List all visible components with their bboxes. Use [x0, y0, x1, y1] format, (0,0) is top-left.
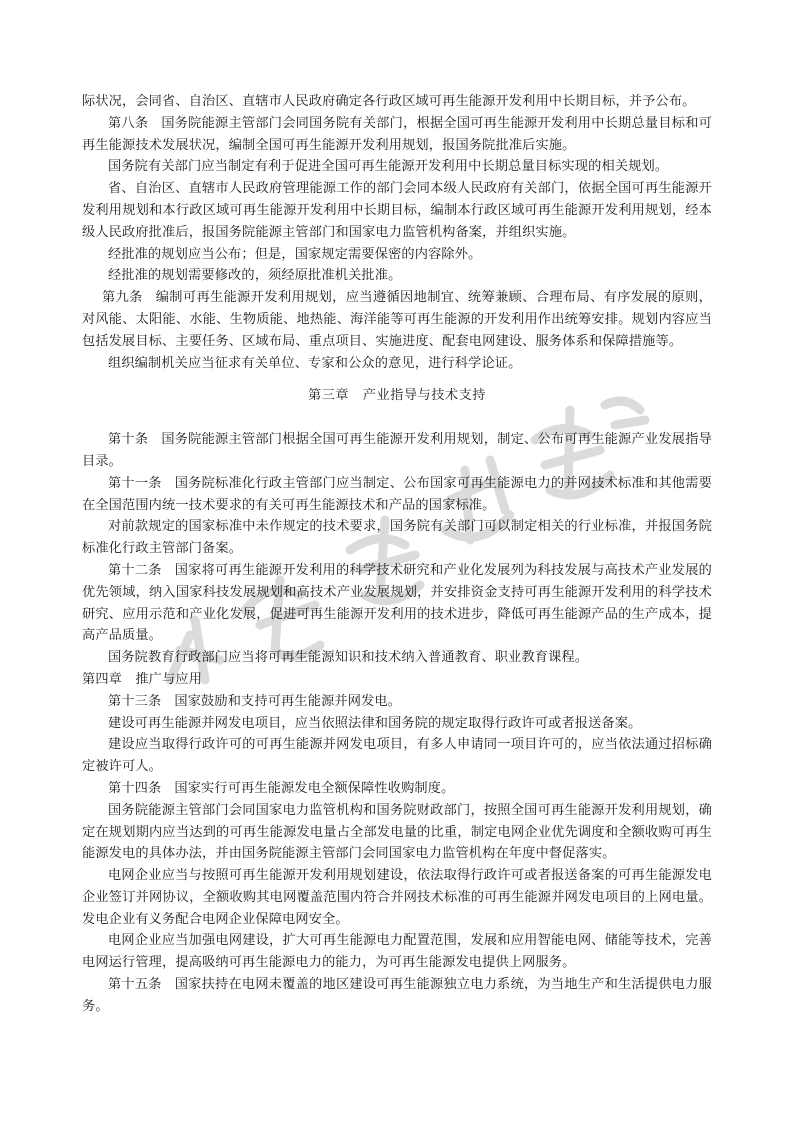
- paragraph: [82, 647, 712, 669]
- paragraph-text: 国务院能源主管部门根据全国可再生能源开发利用规划，制定、公布可再生能源产业发展指导目录。: [82, 432, 712, 469]
- paragraph: [82, 734, 712, 778]
- paragraph-text: 建设应当取得行政许可的可再生能源并网发电项目，有多人申请同一项目许可的，应当依法通过招标确定被许可人。: [82, 737, 712, 775]
- paragraph: [82, 865, 712, 930]
- paragraph-text: 省、自治区、直辖市人民政府管理能源工作的部门会同本级人民政府有关部门，依据全国可再生能源开发利用规划和本行政区域可再生能源开发利用中长期目标，编制本行政区域可再生能源开发利用规划，经本级人民政府批准后，报国务院能源主管部门和国家电力监管机构备案，并组织实施。: [82, 181, 712, 240]
- article-number: 第八条: [108, 115, 149, 131]
- paragraph-text: 国家实行可再生能源发电全额保障性收购制度。: [174, 780, 455, 796]
- paragraph-text: 经批准的规划应当公布；但是，国家规定需要保密的内容除外。: [108, 246, 482, 262]
- paragraph-text: 国家鼓励和支持可再生能源并网发电。: [174, 693, 402, 709]
- paragraph: [82, 516, 712, 560]
- paragraph-text: 国务院有关部门应当制定有利于促进全国可再生能源开发利用中长期总量目标实现的相关规划。: [108, 159, 669, 175]
- paragraph-text: 经批准的规划需要修改的，须经原批准机关批准。: [108, 268, 402, 284]
- article-paragraph: [82, 974, 712, 1018]
- article-number: 第十条: [108, 432, 149, 448]
- paragraph-text: 国务院标准化行政主管部门应当制定、公布国家可再生能源电力的并网技术标准和其他需要在全国范围内统一技术要求的有关可再生能源技术和产品的国家标准。: [82, 475, 713, 513]
- paragraph: [82, 156, 712, 178]
- article-number: 第十一条: [108, 475, 162, 491]
- article-paragraph: [82, 429, 712, 473]
- paragraph-text: 对前款规定的国家标准中未作规定的技术要求，国务院有关部门可以制定相关的行业标准，并报国务院标准化行政主管部门备案。: [82, 519, 712, 557]
- article-number: 第十二条: [108, 562, 162, 578]
- paragraph-text: 国务院能源主管部门会同国务院有关部门，根据全国可再生能源开发利用中长期总量目标和可再生能源技术发展状况，编制全国可再生能源开发利用规划，报国务院批准后实施。: [82, 115, 712, 153]
- paragraph-text: 电网企业应当与按照可再生能源开发利用规划建设，依法取得行政许可或者报送备案的可再生能源发电企业签订并网协议，全额收购其电网覆盖范围内符合并网技术标准的可再生能源并网发电项目的上网电量。发电企业有义务配合电网企业保障电网安全。: [82, 868, 712, 927]
- paragraph-text: 建设可再生能源并网发电项目，应当依照法律和国务院的规定取得行政许可或者报送备案。: [108, 715, 642, 731]
- paragraph-text: 电网企业应当加强电网建设，扩大可再生能源电力配置范围，发展和应用智能电网、储能等技术，完善电网运行管理，提高吸纳可再生能源电力的能力，为可再生能源发电提供上网服务。: [82, 933, 712, 971]
- paragraph: [82, 800, 712, 865]
- paragraph-text: 国家将可再生能源开发利用的科学技术研究和产业化发展列为科技发展与高技术产业发展的优先领域，纳入国家科技发展规划和高技术产业发展规划，并安排资金支持可再生能源开发利用的科学技术研究、应用示范和产业化发展，促进可再生能源开发利用的技术进步，降低可再生能源产品的生产成本，提高产品质量。: [82, 562, 713, 644]
- article-number: 第十三条: [108, 693, 162, 709]
- paragraph: [82, 178, 712, 243]
- article-paragraph: [82, 778, 712, 800]
- paragraph-text: 国家扶持在电网未覆盖的地区建设可再生能源独立电力系统，为当地生产和生活提供电力服务。: [82, 977, 713, 1014]
- paragraph-text: 第四章 推广与应用: [82, 671, 203, 687]
- chapter-heading: 第三章 产业指导与技术支持: [308, 388, 486, 404]
- paragraph-text: 编制可再生能源开发利用规划，应当遵循因地制宜、统筹兼顾、合理布局、有序发展的原则，对风能、太阳能、水能、生物质能、地热能、海洋能等可再生能源的开发利用作出统筹安排。规划内容应当包括发展目标、主要任务、区域布局、重点项目、实施进度、配套电网建设、服务体系和保障措施等。: [82, 290, 713, 349]
- article-number: 第十四条: [108, 780, 162, 796]
- article-number: 第九条: [102, 290, 143, 306]
- document-page: [82, 91, 712, 1018]
- paragraph: [82, 91, 712, 113]
- paragraph: [82, 669, 712, 691]
- article-paragraph: [82, 287, 712, 352]
- article-number: 第十五条: [108, 977, 162, 993]
- paragraph: [82, 244, 712, 266]
- paragraph-text: 际状况，会同省、自治区、直辖市人民政府确定各行政区域可再生能源开发利用中长期目标，并予公布。: [82, 94, 696, 109]
- paragraph: [82, 713, 712, 735]
- article-paragraph: [82, 560, 712, 647]
- paragraph: [82, 265, 712, 287]
- paragraph: [82, 353, 712, 375]
- paragraph-text: 国务院教育行政部门应当将可再生能源知识和技术纳入普通教育、职业教育课程。: [108, 650, 589, 666]
- article-paragraph: [82, 113, 712, 157]
- article-paragraph: [82, 691, 712, 713]
- paragraph: [82, 930, 712, 974]
- paragraph-text: 国务院能源主管部门会同国家电力监管机构和国务院财政部门，按照全国可再生能源开发利用规划，确定在规划期内应当达到的可再生能源发电量占全部发电量的比重，制定电网企业优先调度和全额收购可再生能源发电的具体办法，并由国务院能源主管部门会同国家电力监管机构在年度中督促落实。: [82, 802, 712, 862]
- article-paragraph: [82, 473, 712, 517]
- paragraph-text: 组织编制机关应当征求有关单位、专家和公众的意见，进行科学论证。: [108, 355, 522, 371]
